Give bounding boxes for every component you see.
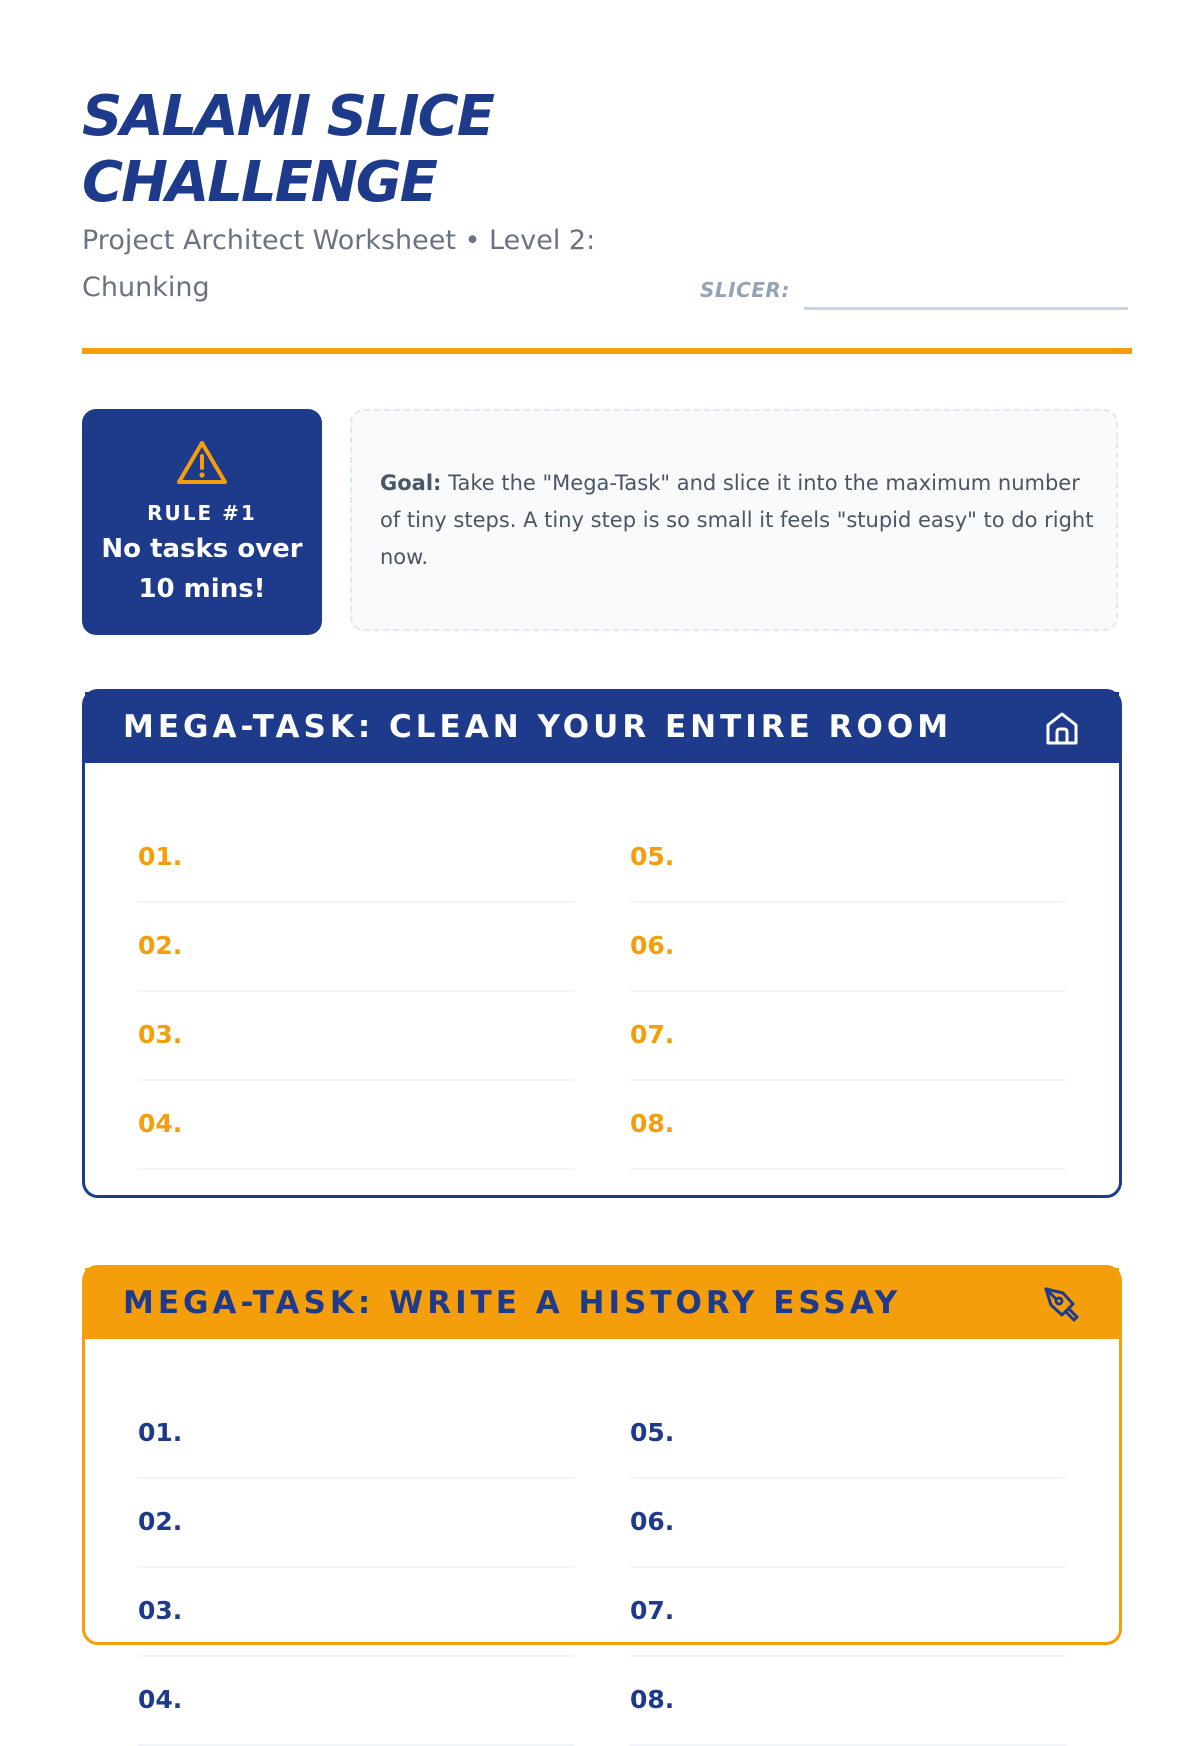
step-line-06[interactable]	[630, 901, 1066, 992]
pen-tool-icon	[1043, 1285, 1081, 1323]
rule-card	[82, 409, 322, 635]
step-line-06[interactable]	[630, 1477, 1066, 1568]
goal-description: Take the "Mega-Task" and slice it into the maximum number of tiny steps. A tiny step is so small it feels "stupid easy" to do right now.	[380, 471, 1094, 569]
step-number: 04.	[138, 1109, 183, 1138]
step-number: 03.	[138, 1596, 183, 1625]
page-subtitle: Project Architect Worksheet • Level 2: Chunking	[82, 225, 596, 303]
step-number: 08.	[630, 1685, 675, 1714]
step-line-07[interactable]	[630, 990, 1066, 1081]
step-number: 01.	[138, 842, 183, 871]
mega-task-card-essay	[82, 1265, 1122, 1714]
warning-icon	[176, 439, 228, 485]
step-line-01[interactable]	[138, 812, 574, 903]
slicer-field	[700, 272, 1132, 312]
step-number: 05.	[630, 842, 675, 871]
task-title: MEGA-TASK: WRITE A HISTORY ESSAY	[123, 1285, 902, 1321]
step-line-04[interactable]	[138, 1655, 574, 1746]
rule-number: RULE #1	[147, 501, 257, 525]
page-header	[82, 84, 1132, 356]
goal-text	[380, 465, 1098, 576]
step-line-08[interactable]	[630, 1655, 1066, 1746]
step-line-02[interactable]	[138, 1477, 574, 1568]
step-line-08[interactable]	[630, 1079, 1066, 1170]
task-header	[85, 1268, 1119, 1339]
step-number: 07.	[630, 1020, 675, 1049]
step-line-03[interactable]	[138, 990, 574, 1081]
step-line-02[interactable]	[138, 901, 574, 992]
step-line-07[interactable]	[630, 1566, 1066, 1657]
task-header	[85, 692, 1119, 763]
step-number: 08.	[630, 1109, 675, 1138]
task-title: MEGA-TASK: CLEAN YOUR ENTIRE ROOM	[123, 709, 953, 745]
goal-label: Goal:	[380, 471, 442, 495]
step-number: 03.	[138, 1020, 183, 1049]
step-number: 02.	[138, 1507, 183, 1536]
step-line-05[interactable]	[630, 812, 1066, 903]
slicer-label: SLICER:	[700, 278, 790, 302]
step-number: 01.	[138, 1418, 183, 1447]
house-icon	[1043, 709, 1081, 747]
step-number: 06.	[630, 931, 675, 960]
page-title: SALAMI SLICE CHALLENGE	[82, 84, 493, 215]
step-line-05[interactable]	[630, 1388, 1066, 1479]
header-divider	[82, 348, 1132, 354]
step-number: 02.	[138, 931, 183, 960]
step-line-03[interactable]	[138, 1566, 574, 1657]
goal-card	[350, 409, 1118, 631]
step-line-01[interactable]	[138, 1388, 574, 1479]
rule-text: No tasks over 10 mins!	[101, 534, 303, 604]
mega-task-card-room	[82, 689, 1122, 1198]
step-number: 05.	[630, 1418, 675, 1447]
step-number: 04.	[138, 1685, 183, 1714]
step-number: 07.	[630, 1596, 675, 1625]
step-number: 06.	[630, 1507, 675, 1536]
slicer-name-line[interactable]	[804, 307, 1128, 310]
step-line-04[interactable]	[138, 1079, 574, 1170]
